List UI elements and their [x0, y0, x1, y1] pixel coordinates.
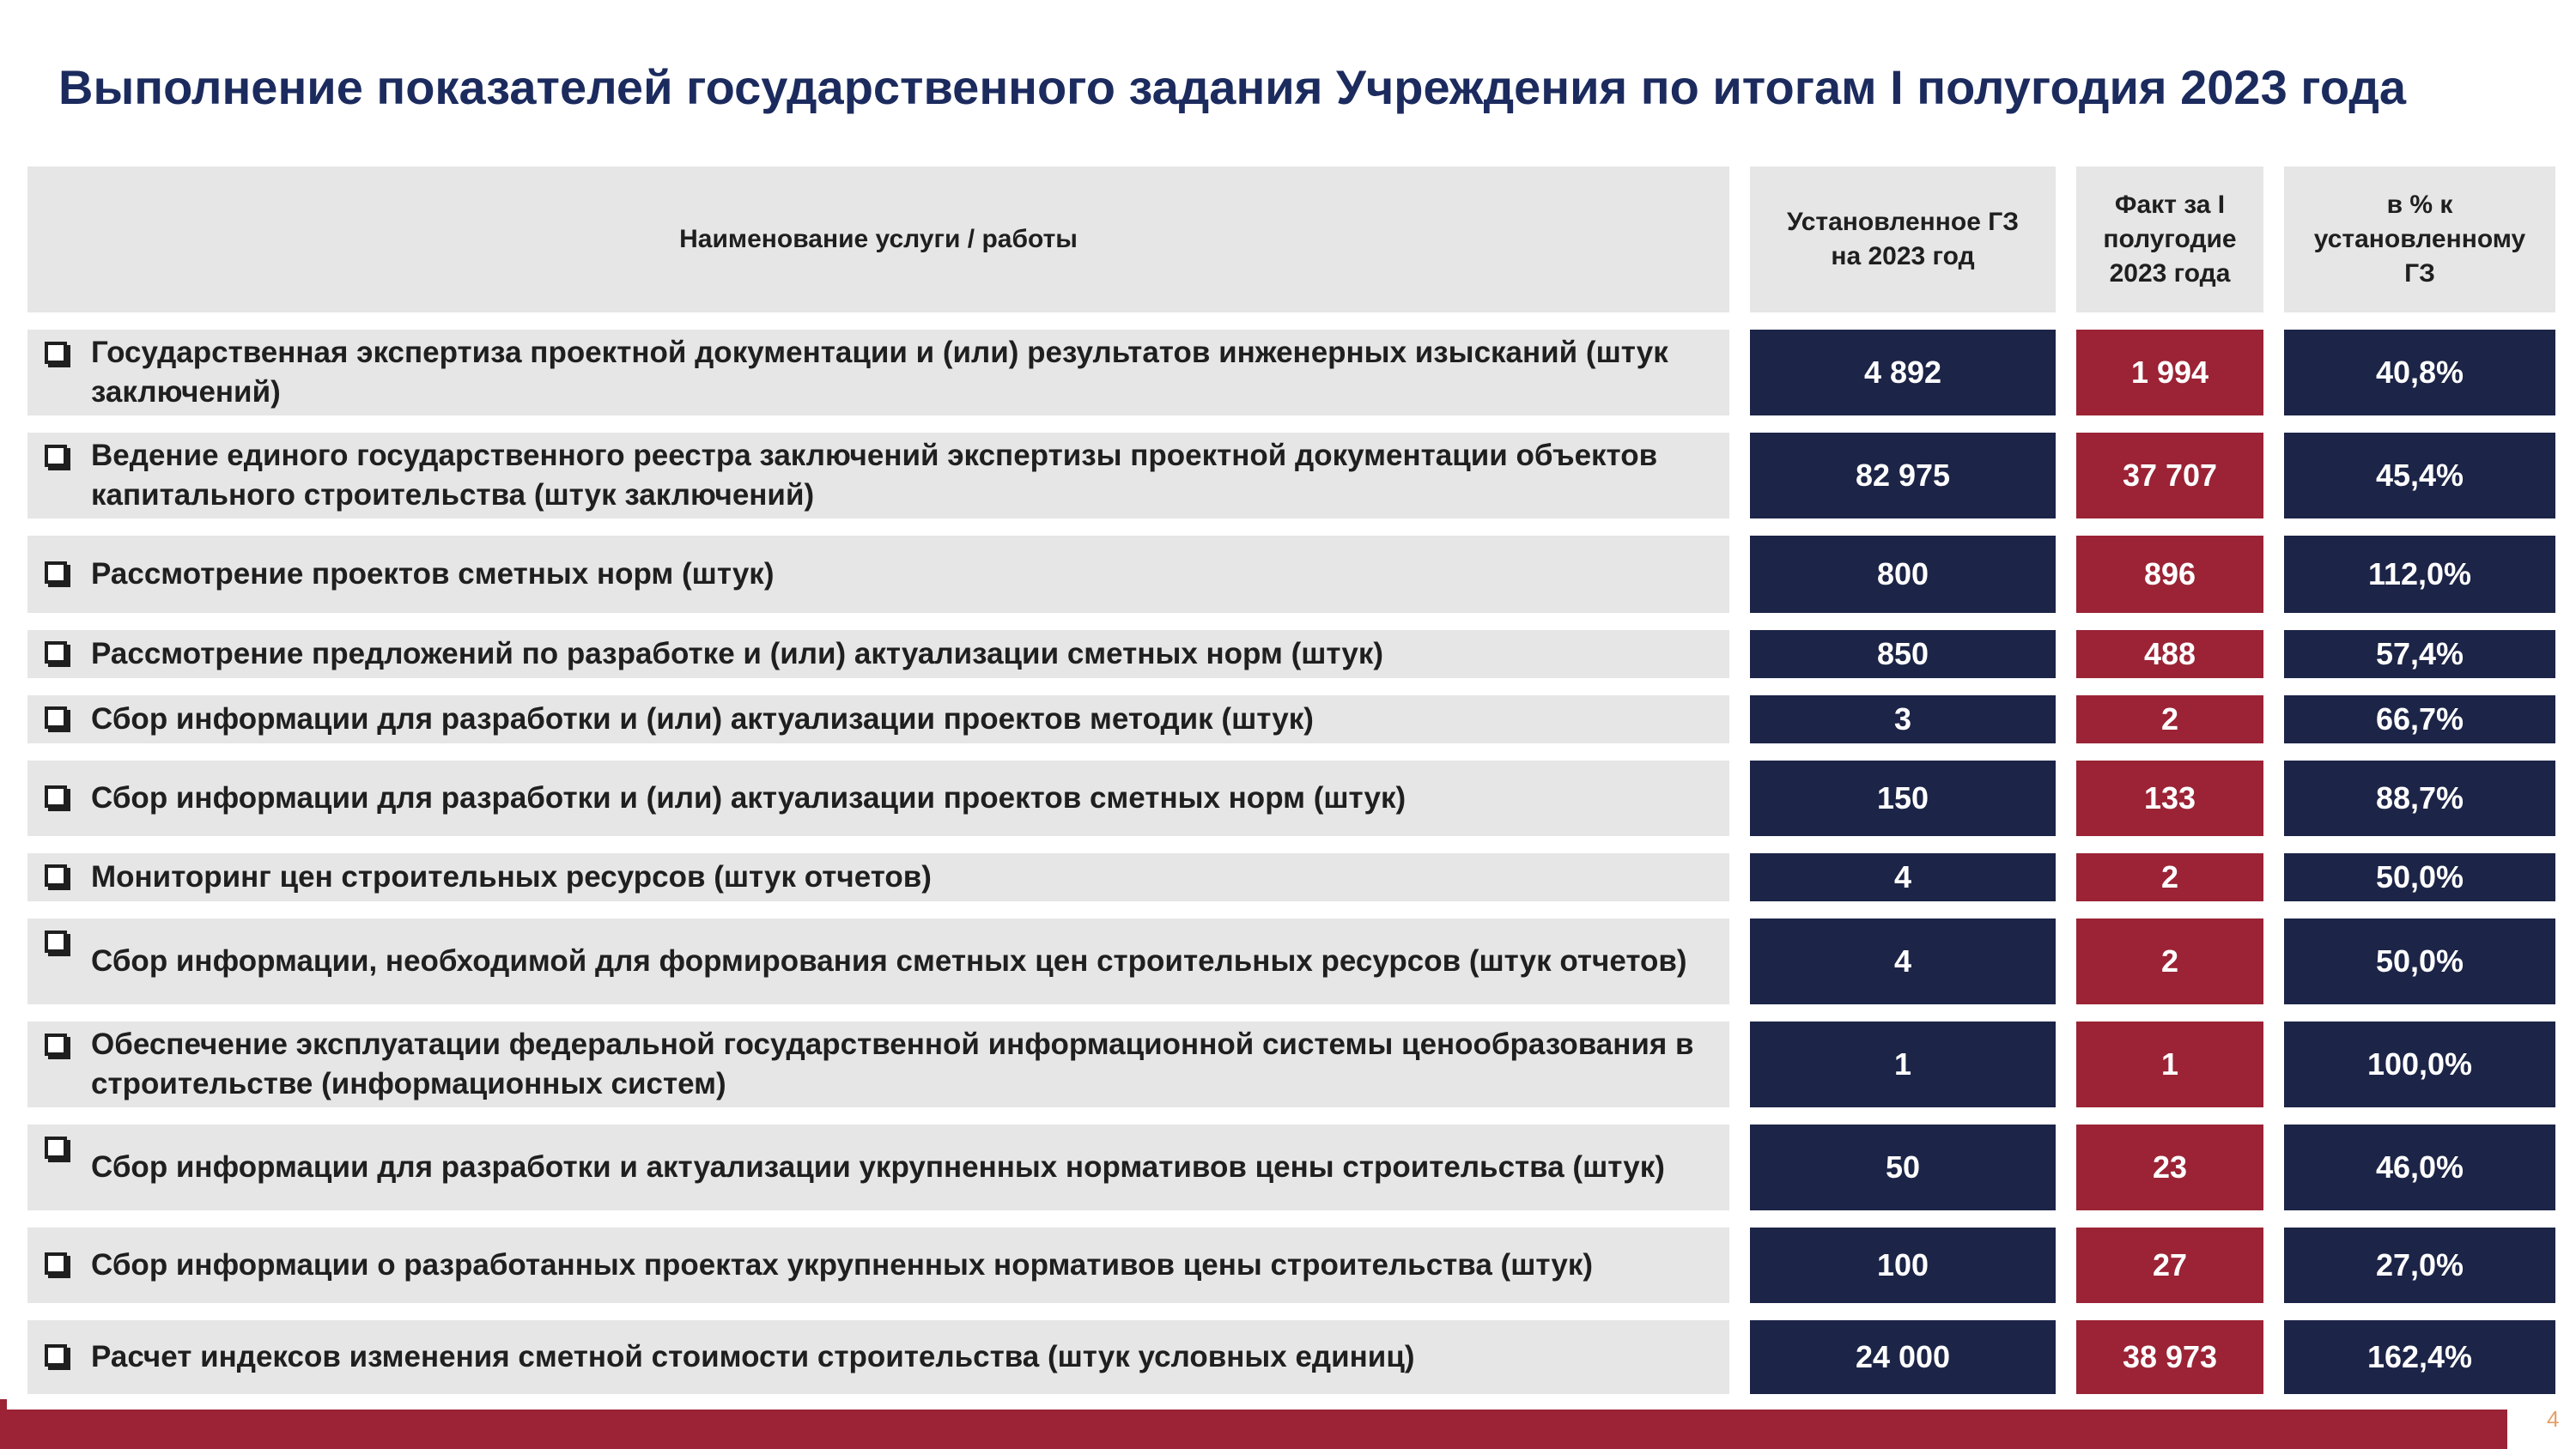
percent-value: 100,0% [2284, 1022, 2555, 1107]
fact-value: 2 [2076, 853, 2263, 901]
percent-value: 46,0% [2284, 1125, 2555, 1210]
percent-value: 50,0% [2284, 853, 2555, 901]
percent-value: 50,0% [2284, 919, 2555, 1004]
header-percent [2284, 167, 2555, 312]
header-plan-label: Установленное ГЗ на 2023 год [1786, 208, 2020, 270]
checkbox-icon [45, 561, 67, 584]
page-number: 4 [2547, 1406, 2560, 1432]
table-row-name [27, 919, 1729, 1004]
plan-value: 3 [1750, 695, 2056, 743]
checkbox-icon [45, 641, 67, 664]
table-row-name [27, 853, 1729, 901]
header-name [27, 167, 1729, 312]
fact-value: 27 [2076, 1228, 2263, 1303]
table-row-name [27, 1228, 1729, 1303]
plan-value: 24 000 [1750, 1320, 2056, 1394]
percent-value: 40,8% [2284, 330, 2555, 415]
row-label: Сбор информации для разработки и актуализации укрупненных нормативов цены строительства (штук) [91, 1150, 1665, 1184]
checkbox-icon [45, 785, 67, 808]
table-row-name [27, 695, 1729, 743]
row-label: Рассмотрение предложений по разработке и (или) актуализации сметных норм (штук) [91, 637, 1384, 670]
header-plan [1750, 167, 2056, 312]
plan-value: 4 892 [1750, 330, 2056, 415]
checkbox-icon [45, 931, 67, 953]
plan-value: 4 [1750, 919, 2056, 1004]
table-row-name [27, 1022, 1729, 1107]
percent-value: 112,0% [2284, 536, 2555, 613]
table-row-name [27, 1320, 1729, 1394]
percent-value: 45,4% [2284, 433, 2555, 518]
row-label: Государственная экспертиза проектной документации и (или) результатов инженерных изысканий (штук заключений) [91, 336, 1668, 409]
header-fact [2076, 167, 2263, 312]
row-label: Мониторинг цен строительных ресурсов (штук отчетов) [91, 860, 932, 894]
row-label: Обеспечение эксплуатации федеральной государственной информационной системы ценообразования в строительстве (информационных систем) [91, 1028, 1694, 1100]
table-row-name [27, 1125, 1729, 1210]
fact-value: 488 [2076, 630, 2263, 678]
percent-value: 27,0% [2284, 1228, 2555, 1303]
checkbox-icon [45, 445, 67, 467]
plan-value: 50 [1750, 1125, 2056, 1210]
plan-value: 100 [1750, 1228, 2056, 1303]
percent-value: 88,7% [2284, 761, 2555, 836]
table-row-name [27, 433, 1729, 518]
fact-value: 1 [2076, 1022, 2263, 1107]
row-label: Ведение единого государственного реестра заключений экспертизы проектной документации объектов капитального строительства (штук заключений) [91, 439, 1658, 512]
checkbox-icon [45, 706, 67, 729]
checkbox-icon [45, 1252, 67, 1275]
checkbox-icon [45, 1137, 67, 1159]
percent-value: 66,7% [2284, 695, 2555, 743]
fact-value: 23 [2076, 1125, 2263, 1210]
fact-value: 2 [2076, 919, 2263, 1004]
percent-value: 57,4% [2284, 630, 2555, 678]
fact-value: 896 [2076, 536, 2263, 613]
plan-value: 850 [1750, 630, 2056, 678]
fact-value: 133 [2076, 761, 2263, 836]
fact-value: 1 994 [2076, 330, 2263, 415]
table-row-name [27, 330, 1729, 415]
header-fact-label: Факт за I полугодие 2023 года [2103, 191, 2237, 288]
plan-value: 1 [1750, 1022, 2056, 1107]
table-row-name [27, 536, 1729, 613]
fact-value: 2 [2076, 695, 2263, 743]
row-label: Рассмотрение проектов сметных норм (штук) [91, 557, 775, 591]
row-label: Расчет индексов изменения сметной стоимости строительства (штук условных единиц) [91, 1340, 1415, 1373]
checkbox-icon [45, 1034, 67, 1056]
header-percent-label: в % к установленному ГЗ [2313, 191, 2526, 288]
row-label: Сбор информации о разработанных проектах укрупненных нормативов цены строительства (штук) [91, 1248, 1594, 1282]
row-label: Сбор информации для разработки и (или) актуализации проектов сметных норм (штук) [91, 781, 1406, 815]
checkbox-icon [45, 1344, 67, 1367]
footer-bar [0, 1410, 2507, 1449]
plan-value: 150 [1750, 761, 2056, 836]
row-label: Сбор информации, необходимой для формирования сметных цен строительных ресурсов (штук отчетов) [91, 944, 1687, 978]
checkbox-icon [45, 342, 67, 364]
header-name-label: Наименование услуги / работы [679, 225, 1078, 253]
fact-value: 37 707 [2076, 433, 2263, 518]
page-title: Выполнение показателей государственного задания Учреждения по итогам I полугодия 2023 года [58, 60, 2407, 114]
table-row-name [27, 761, 1729, 836]
table-row-name [27, 630, 1729, 678]
checkbox-icon [45, 864, 67, 887]
plan-value: 82 975 [1750, 433, 2056, 518]
fact-value: 38 973 [2076, 1320, 2263, 1394]
plan-value: 800 [1750, 536, 2056, 613]
plan-value: 4 [1750, 853, 2056, 901]
percent-value: 162,4% [2284, 1320, 2555, 1394]
row-label: Сбор информации для разработки и (или) актуализации проектов методик (штук) [91, 702, 1314, 736]
